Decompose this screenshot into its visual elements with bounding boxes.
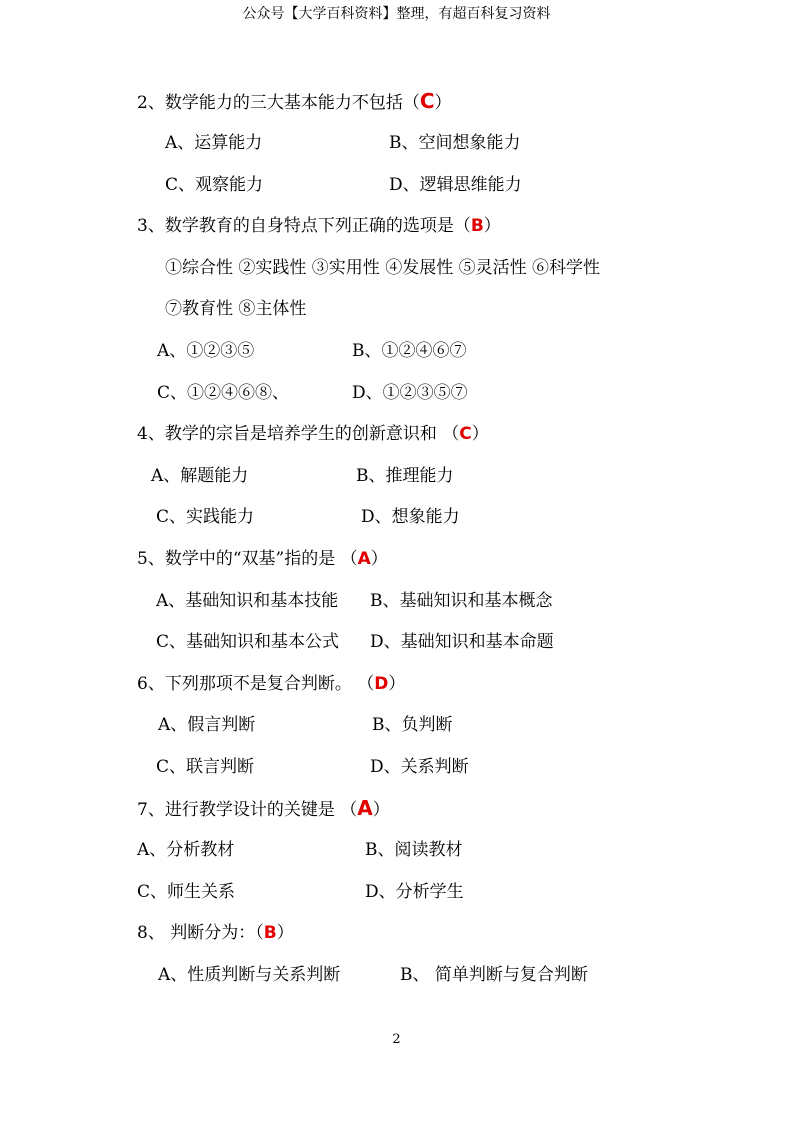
q3-feature-list-1: ①综合性 ②实践性 ③实用性 ④发展性 ⑤灵活性 ⑥科学性: [165, 258, 601, 278]
question-2-answer: C: [419, 89, 435, 113]
q7-option-a: A、分析教材: [137, 840, 235, 860]
q5-option-d: D、基础知识和基本命题: [370, 632, 554, 652]
q5-option-a: A、基础知识和基本技能: [156, 591, 339, 611]
question-8-end: ）: [276, 923, 294, 943]
question-8-stem: 8、 判断分为：（: [137, 923, 264, 943]
question-2-stem: 2、数学能力的三大基本能力不包括（: [137, 93, 420, 113]
q8-option-a: A、性质判断与关系判断: [158, 965, 341, 985]
q4-option-d: D、想象能力: [361, 507, 460, 527]
question-7-end: ）: [372, 800, 390, 820]
page-header: 公众号【大学百科资料】整理，有超百科复习资料: [242, 6, 551, 22]
q4-option-b: B、推理能力: [356, 466, 454, 486]
q3-option-d: D、①②③⑤⑦: [352, 383, 468, 403]
q3-option-c: C、①②④⑥⑧、: [157, 383, 290, 403]
q3-option-a: A、①②③⑤: [157, 341, 255, 361]
q6-option-d: D、关系判断: [370, 757, 469, 777]
question-6-stem: 6、下列那项不是复合判断。 （: [137, 674, 375, 694]
question-5-end: ）: [370, 549, 388, 569]
question-4-stem: 4、教学的宗旨是培养学生的创新意识和 （: [137, 424, 460, 444]
question-4-end: ）: [471, 424, 489, 444]
question-6-end: ）: [388, 674, 406, 694]
q4-option-a: A、解题能力: [151, 466, 249, 486]
q6-option-b: B、负判断: [372, 715, 453, 735]
question-5-stem: 5、数学中的“双基”指的是 （: [137, 549, 358, 569]
question-4-answer: C: [459, 424, 472, 444]
q6-option-a: A、假言判断: [158, 715, 256, 735]
question-2: [137, 90, 452, 114]
question-3-stem: 3、数学教育的自身特点下列正确的选项是（: [137, 216, 471, 236]
q2-option-a: A、运算能力: [165, 133, 263, 153]
q7-option-d: D、分析学生: [365, 882, 464, 902]
q8-option-b: B、 简单判断与复合判断: [400, 965, 588, 985]
q2-option-d: D、逻辑思维能力: [389, 175, 522, 195]
question-3-end: ）: [483, 216, 501, 236]
question-4: [137, 423, 489, 445]
q2-option-b: B、空间想象能力: [389, 133, 521, 153]
question-6: [137, 673, 405, 695]
q3-option-b: B、①②④⑥⑦: [352, 341, 467, 361]
question-5: [137, 548, 388, 570]
question-7-answer: A: [357, 796, 373, 820]
question-3: [137, 215, 501, 237]
question-7-stem: 7、进行教学设计的关键是 （: [137, 800, 358, 820]
q3-feature-list-2: ⑦教育性 ⑧主体性: [165, 299, 307, 319]
question-8: [137, 922, 294, 944]
question-3-answer: B: [470, 216, 484, 236]
q7-option-c: C、师生关系: [137, 882, 236, 902]
question-8-answer: B: [263, 923, 277, 943]
question-5-answer: A: [357, 549, 371, 569]
question-7: [137, 797, 390, 821]
q6-option-c: C、联言判断: [156, 757, 255, 777]
q2-option-c: C、观察能力: [165, 175, 264, 195]
q5-option-c: C、基础知识和基本公式: [156, 632, 340, 652]
page-number: 2: [392, 1032, 401, 1047]
q4-option-c: C、实践能力: [156, 507, 255, 527]
q7-option-b: B、阅读教材: [365, 840, 463, 860]
question-6-answer: D: [374, 674, 389, 694]
question-2-end: ）: [434, 93, 452, 113]
q5-option-b: B、基础知识和基本概念: [370, 591, 553, 611]
